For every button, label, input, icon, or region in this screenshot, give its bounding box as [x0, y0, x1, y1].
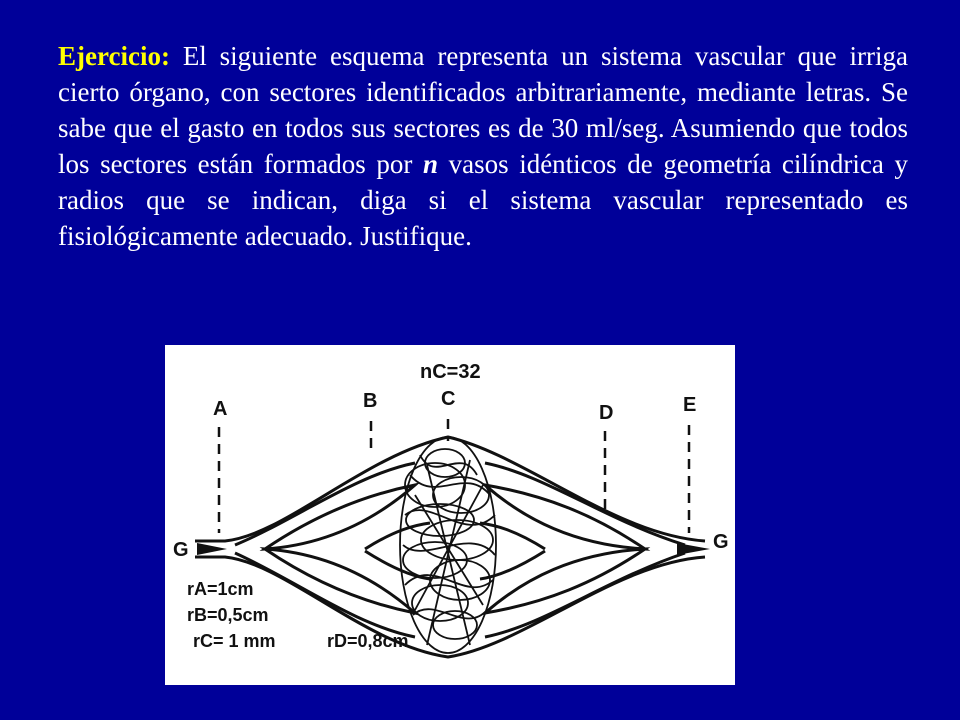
vascular-diagram	[165, 345, 735, 685]
radius-c-label: rC= 1 mm	[193, 631, 276, 651]
outlet-label: G	[713, 531, 729, 553]
inlet-label: G	[173, 539, 189, 561]
radius-b-label: rB=0,5cm	[187, 605, 269, 625]
capillary-network	[400, 437, 496, 653]
capillary-count-label: nC=32	[420, 361, 481, 383]
exercise-lead: Ejercicio:	[58, 41, 170, 71]
section-label-b: B	[363, 390, 378, 412]
inlet-arrow-icon	[197, 543, 227, 555]
exercise-statement	[58, 38, 908, 254]
vascular-diagram-svg	[165, 345, 735, 685]
variable-n: n	[422, 149, 438, 179]
section-label-c: C	[441, 388, 456, 410]
section-label-e: E	[683, 394, 697, 416]
exercise-body-part2: vasos idénticos de geometría cilíndrica y radios que se indican, diga si el sistema vascular representado es fisiológicamente adecuado. Justifique.	[58, 149, 908, 251]
section-label-d: D	[599, 402, 614, 424]
section-label-a: A	[213, 398, 228, 420]
exercise-body-part1: El siguiente esquema representa un sistema vascular que irriga cierto órgano, con sectores identificados arbitrariamente, mediante letras. Se sabe que el gasto en todos sus sectores es de 30 ml/seg. Asumiendo que todos los sectores están formados por	[58, 41, 908, 179]
radius-a-label: rA=1cm	[187, 579, 254, 599]
outlet-arrow-icon	[677, 543, 710, 555]
radius-d-label: rD=0,8cm	[327, 631, 409, 651]
